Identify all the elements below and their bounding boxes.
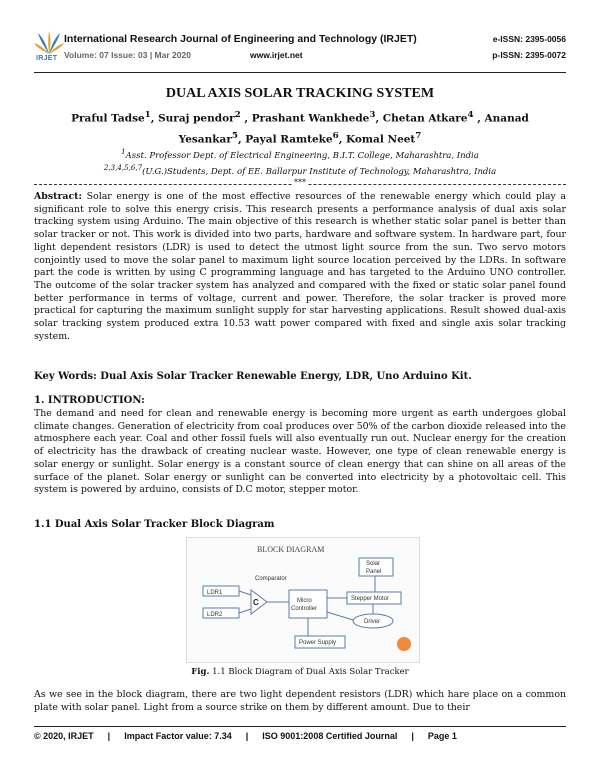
affiliation-2: $^{2,3,4,5,6,7}$(U.G.)Students, Dept. of EE. Ballarpur Institute of Technology, Maharashtra, India: [103, 163, 497, 177]
author-list: Praful Tadse$^1$, Suraj pendor$^2$ , Prashant Wankhede$^3$, Chetan Atkare$^4$ , Ananad Yesankar$^5$, Payal Ramteke$^6$, Komal Neet$^7$: [71, 110, 529, 145]
figure-caption: Fig. 1.1 Block Diagram of Dual Axis Solar Tracker: [191, 667, 409, 677]
author: Suraj pendor: [158, 112, 235, 125]
svg-text:Stepper Motor: Stepper Motor: [351, 596, 390, 602]
footer-page-number: Page 1: [427, 731, 457, 741]
svg-text:Power Supply: Power Supply: [299, 640, 337, 646]
author: Chetan Atkare: [382, 112, 468, 125]
abstract-label: Abstract:: [34, 191, 82, 202]
author: Ananad Yesankar: [178, 112, 529, 145]
footer-copyright: © 2020, IRJET: [34, 731, 94, 741]
affiliation-1: $^1$Asst. Professor Dept. of Electrical Engineering, B.I.T. College, Maharashtra, India: [121, 147, 479, 161]
section-heading-introduction: 1. INTRODUCTION:: [34, 395, 145, 406]
svg-text:Comparator: Comparator: [255, 576, 287, 582]
section-heading-block-diagram: 1.1 Dual Axis Solar Tracker Block Diagram: [34, 519, 275, 530]
micro-controller-box: [289, 590, 327, 618]
logo-text: IRJET: [36, 55, 58, 62]
author: Prashant Wankhede: [251, 112, 370, 125]
page-footer: © 2020, IRJET | Impact Factor value: 7.34 | ISO 9001:2008 Certified Journal | Page 1: [34, 731, 457, 741]
svg-text:LDR1: LDR1: [207, 590, 223, 596]
svg-text:Panel: Panel: [366, 569, 382, 575]
irjet-logo-icon: [34, 30, 64, 66]
footer-iso: ISO 9001:2008 Certified Journal: [262, 731, 398, 741]
author: Payal Ramteke: [245, 133, 333, 145]
svg-text:Controller: Controller: [291, 606, 318, 612]
p-issn: p-ISSN: 2395-0072: [492, 50, 566, 60]
keywords: Key Words: Dual Axis Solar Tracker Renewable Energy, LDR, Uno Arduino Kit.: [34, 371, 472, 382]
sun-icon: [397, 637, 411, 651]
journal-header: [34, 30, 566, 70]
e-issn: e-ISSN: 2395-0056: [492, 34, 566, 44]
svg-text:Driver: Driver: [364, 619, 380, 625]
author: Komal Neet: [346, 133, 416, 145]
journal-website: www.irjet.net: [250, 50, 303, 60]
header-rule: [34, 72, 566, 73]
body-text-continued: As we see in the block diagram, there are two light dependent resistors (LDR) which hare place on a common plate with solar panel. Light from a source strike on them by different amount. Due to their: [34, 689, 566, 713]
abstract: [34, 191, 566, 343]
section-separator: ***: [34, 180, 566, 188]
abstract-text: Solar energy is one of the most effective resources of the renewable energy which could play a significant role to solve this energy crisis. This research presents a performance analysis of dual axis solar tracking system using Arduino. The main objective of this research is whether static solar panel is better than solar tracker or not. This work is divided into two parts, hardware and software system. In hardware part, four light dependent resistors (LDR) is used to detect the utmost light source from the sun. Two servo motors conjointly used to move the solar panel to maximum light source location perceived by the LDRs. In software part the code is written by using C programming language and has targeted to the Arduino UNO controller. The outcome of the solar tracker system has analyzed and compared with the fixed or static solar panel found better performance in terms of voltage, current and power. Therefore, the solar tracker is proved more practical for capturing the maximum sunlight supply for star harvesting applications. Result showed dual-axis solar tracking system produced extra 10.53 watt power compared with fixed and single axis solar tracking system.: [34, 191, 567, 342]
introduction-text: The demand and need for clean and renewable energy is becoming more urgent as earth undergoes global climate changes. Generation of electricity from coal produces over 50% of the carbon dioxide released into the atmosphere each year. Coal and other fossil fuels will also eventually run out. Nuclear energy for the creation of electricity has the drawback of creating nuclear waste. However, one type of clean renewable energy is solar energy or sunlight. Solar energy is a constant source of clean energy that can shine on all areas of the surface of the planet. Solar energy or sunlight can be converted into electricity by a photovoltaic cell. This system is powered by arduino, consists of D.C motor, stepper motor.: [34, 408, 566, 496]
svg-text:Solar: Solar: [366, 561, 381, 567]
paper-title: DUAL AXIS SOLAR TRACKING SYSTEM: [165, 86, 435, 101]
diagram-title: BLOCK DIAGRAM: [257, 545, 325, 554]
author: Praful Tadse: [71, 112, 145, 125]
block-diagram-figure: [186, 537, 420, 663]
svg-text:LDR2: LDR2: [207, 612, 223, 618]
svg-text:Micro: Micro: [297, 598, 312, 604]
footer-impact-factor: Impact Factor value: 7.34: [124, 731, 232, 741]
journal-name: International Research Journal of Engineering and Technology (IRJET): [64, 33, 417, 45]
svg-text:C: C: [253, 598, 259, 607]
volume-issue: Volume: 07 Issue: 03 | Mar 2020: [64, 50, 191, 60]
footer-rule: [34, 726, 566, 727]
